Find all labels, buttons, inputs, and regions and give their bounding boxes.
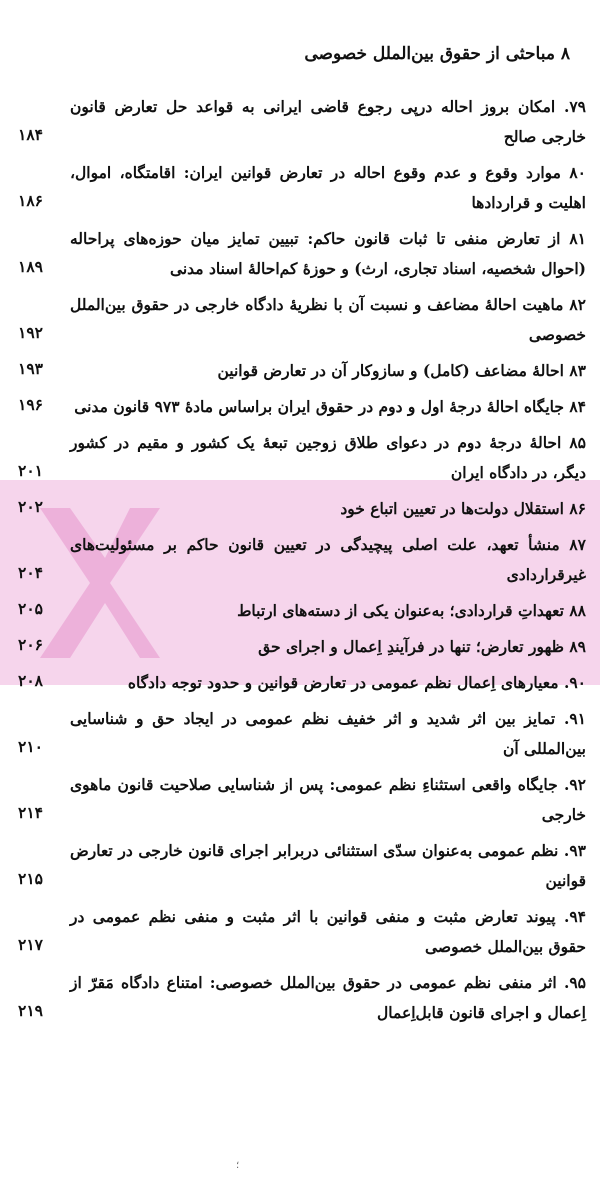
- footer-mark: ؛: [236, 1160, 240, 1171]
- toc-entry: [14, 902, 586, 962]
- entry-page-number: ۲۰۸: [18, 671, 43, 690]
- toc-entry: [14, 224, 586, 284]
- toc-entry: [14, 158, 586, 218]
- entry-page-number: ۲۰۶: [18, 635, 43, 654]
- entry-text: ۸۷ منشأ تعهد، علت اصلی پیچیدگی در تعیین قانون حاکم بر مسئولیت‌های غیرقراردادی: [70, 535, 586, 584]
- entry-text: ۸۵ احالهٔ درجهٔ دوم در دعوای طلاق زوجین تبعهٔ یک کشور و مقیم در کشور دیگر، در دادگاه ایران: [70, 433, 586, 482]
- entry-page-number: ۱۹۳: [18, 359, 43, 378]
- entry-page-number: ۱۹۲: [18, 323, 43, 342]
- toc-entry: [14, 770, 586, 830]
- toc-entry: [14, 668, 586, 698]
- entry-text: ۸۳ احالهٔ مضاعف (کامل) و سازوکار آن در تعارض قوانین: [217, 361, 586, 380]
- toc-entry: [14, 290, 586, 350]
- toc-entry: [14, 92, 586, 152]
- entry-page-number: ۲۰۴: [18, 563, 43, 582]
- entry-page-number: ۲۱۵: [18, 869, 43, 888]
- entry-page-number: ۱۸۴: [18, 125, 43, 144]
- toc-entry: [14, 836, 586, 896]
- entry-text: ۹۳. نظم عمومی به‌عنوان سدّی استثنائی دربرابر اجرای قانون خارجی در تعارض قوانین: [70, 841, 586, 890]
- toc-entry: [14, 968, 586, 1028]
- page-header: ۸ مباحثی از حقوق بین‌الملل خصوصی: [304, 44, 570, 64]
- entry-page-number: ۱۸۹: [18, 257, 43, 276]
- toc-entry: [14, 704, 586, 764]
- entry-text: ۸۰ موارد وقوع و عدم وقوع احاله در تعارض قوانین ایران: اقامتگاه، اموال، اهلیت و قراردادها: [70, 163, 586, 212]
- entry-page-number: ۲۰۵: [18, 599, 43, 618]
- entry-page-number: ۲۱۴: [18, 803, 43, 822]
- entry-text: ۷۹. امکان بروز احاله درپی رجوع قاضی ایرانی به قواعد حل تعارض قانون خارجی صالح: [70, 97, 586, 146]
- entry-text: ۸۶ استقلال دولت‌ها در تعیین اتباع خود: [340, 499, 586, 518]
- entry-text: ۸۹ ظهور تعارض؛ تنها در فرآیندِ اِعمال و اجرای حق: [258, 637, 586, 656]
- toc-entry: [14, 632, 586, 662]
- entry-page-number: ۲۱۹: [18, 1001, 43, 1020]
- toc-entry: [14, 392, 586, 422]
- entry-text: ۸۴ جایگاه احالهٔ درجهٔ اول و دوم در حقوق ایران براساس مادهٔ ۹۷۳ قانون مدنی: [74, 397, 586, 416]
- entry-text: ۹۱. تمایز بین اثر شدید و اثر خفیف نظم عمومی در ایجاد حق و شناسایی بین‌المللی آن: [70, 709, 586, 758]
- entry-text: ۹۲. جایگاه واقعی استثناءِ نظم عمومی: پس از شناسایی صلاحیت قانون ماهوی خارجی: [70, 775, 586, 824]
- entry-page-number: ۲۱۰: [18, 737, 43, 756]
- entry-page-number: ۲۱۷: [18, 935, 43, 954]
- entry-page-number: ۱۸۶: [18, 191, 43, 210]
- toc-entry: [14, 530, 586, 590]
- toc-entry: [14, 428, 586, 488]
- entry-text: ۹۰. معیارهای اِعمال نظم عمومی در تعارض قوانین و حدود توجه دادگاه: [127, 673, 586, 692]
- entry-page-number: ۲۰۲: [18, 497, 43, 516]
- entry-page-number: ۱۹۶: [18, 395, 43, 414]
- toc-list: [14, 92, 586, 1034]
- entry-text: ۸۱ از تعارض منفی تا ثبات قانون حاکم: تبیین تمایز میان حوزه‌های پراحاله (احوال شخصیه، اسناد تجاری، ارث) و حوزهٔ کم‌احالهٔ اسناد مدنی: [70, 229, 586, 278]
- toc-entry: [14, 356, 586, 386]
- entry-text: ۹۴. پیوند تعارض مثبت و منفی قوانین با اثر مثبت و منفی نظم عمومی در حقوق بین‌الملل خصوصی: [70, 907, 586, 956]
- entry-text: ۸۸ تعهداتِ قراردادی؛ به‌عنوان یکی از دسته‌های ارتباط: [237, 601, 586, 620]
- entry-text: ۸۲ ماهیت احالهٔ مضاعف و نسبت آن با نظریهٔ دادگاه خارجی در حقوق بین‌الملل خصوصی: [70, 295, 586, 344]
- toc-entry: [14, 494, 586, 524]
- entry-text: ۹۵. اثر منفی نظم عمومی در حقوق بین‌الملل خصوصی: امتناع دادگاه مَقرّ از اِعمال و اجرای قانون قابل‌اِعمال: [70, 973, 586, 1022]
- entry-page-number: ۲۰۱: [18, 461, 43, 480]
- toc-entry: [14, 596, 586, 626]
